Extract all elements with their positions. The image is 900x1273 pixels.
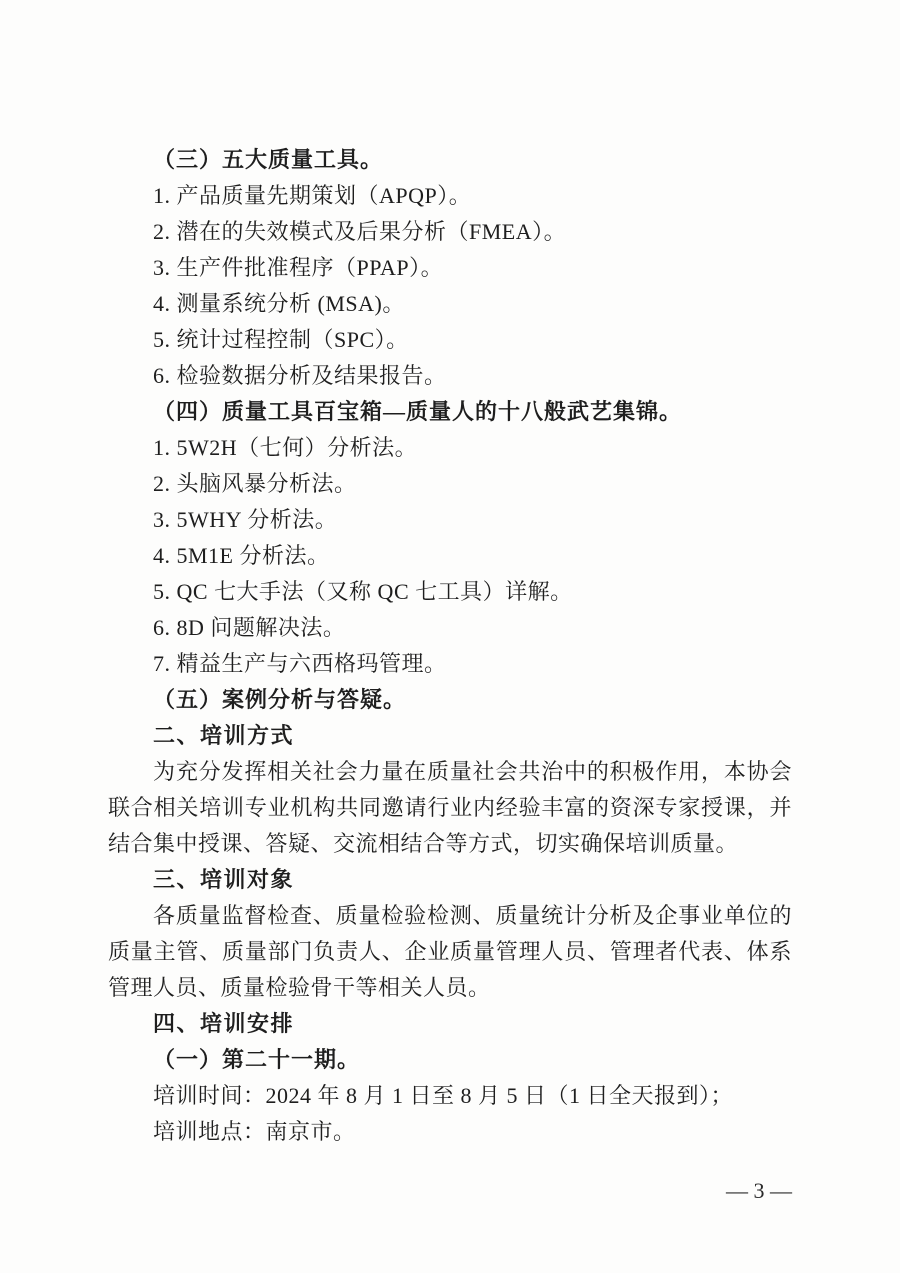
list-item: 培训地点：南京市。 bbox=[153, 1119, 356, 1144]
section-heading-hei: 三、培训对象 bbox=[153, 867, 295, 892]
list-item: 1. 产品质量先期策划（APQP）。 bbox=[153, 183, 472, 208]
list-item: 4. 测量系统分析 (MSA)。 bbox=[153, 291, 405, 316]
list-item: 1. 5W2H（七何）分析法。 bbox=[153, 435, 418, 460]
list-item: 2. 头脑风暴分析法。 bbox=[153, 471, 357, 496]
page-number: — 3 — bbox=[726, 1178, 792, 1203]
list-item: 6. 8D 问题解决法。 bbox=[153, 615, 346, 640]
list-item: 5. 统计过程控制（SPC）。 bbox=[153, 327, 409, 352]
list-item: 6. 检验数据分析及结果报告。 bbox=[153, 363, 447, 388]
paragraph-line: 质量主管、质量部门负责人、企业质量管理人员、管理者代表、体系 bbox=[108, 939, 792, 964]
paragraph-line: 各质量监督检查、质量检验检测、质量统计分析及企事业单位的 bbox=[153, 903, 792, 928]
paragraph-line: 联合相关培训专业机构共同邀请行业内经验丰富的资深专家授课，并 bbox=[108, 795, 792, 820]
list-item: 2. 潜在的失效模式及后果分析（FMEA）。 bbox=[153, 219, 567, 244]
list-item: 3. 5WHY 分析法。 bbox=[153, 507, 338, 532]
paragraph-line: 为充分发挥相关社会力量在质量社会共治中的积极作用，本协会 bbox=[153, 759, 792, 784]
section-heading-kai: （四）质量工具百宝箱—质量人的十八般武艺集锦。 bbox=[153, 399, 683, 424]
paragraph-line: 结合集中授课、答疑、交流相结合等方式，切实确保培训质量。 bbox=[108, 831, 739, 856]
list-item: 3. 生产件批准程序（PPAP）。 bbox=[153, 255, 444, 280]
section-heading-hei: 四、培训安排 bbox=[153, 1011, 295, 1036]
section-heading-kai: （一）第二十一期。 bbox=[153, 1047, 361, 1072]
section-heading-kai: （三）五大质量工具。 bbox=[153, 147, 384, 172]
list-item: 5. QC 七大手法（又称 QC 七工具）详解。 bbox=[153, 579, 573, 604]
document-body bbox=[108, 142, 792, 1150]
list-item: 7. 精益生产与六西格玛管理。 bbox=[153, 651, 447, 676]
section-heading-hei: 二、培训方式 bbox=[153, 723, 295, 748]
paragraph-line: 管理人员、质量检验骨干等相关人员。 bbox=[108, 975, 491, 1000]
section-heading-kai: （五）案例分析与答疑。 bbox=[153, 687, 407, 712]
list-item: 4. 5M1E 分析法。 bbox=[153, 543, 330, 568]
list-item: 培训时间：2024 年 8 月 1 日至 8 月 5 日（1 日全天报到）； bbox=[153, 1083, 734, 1108]
